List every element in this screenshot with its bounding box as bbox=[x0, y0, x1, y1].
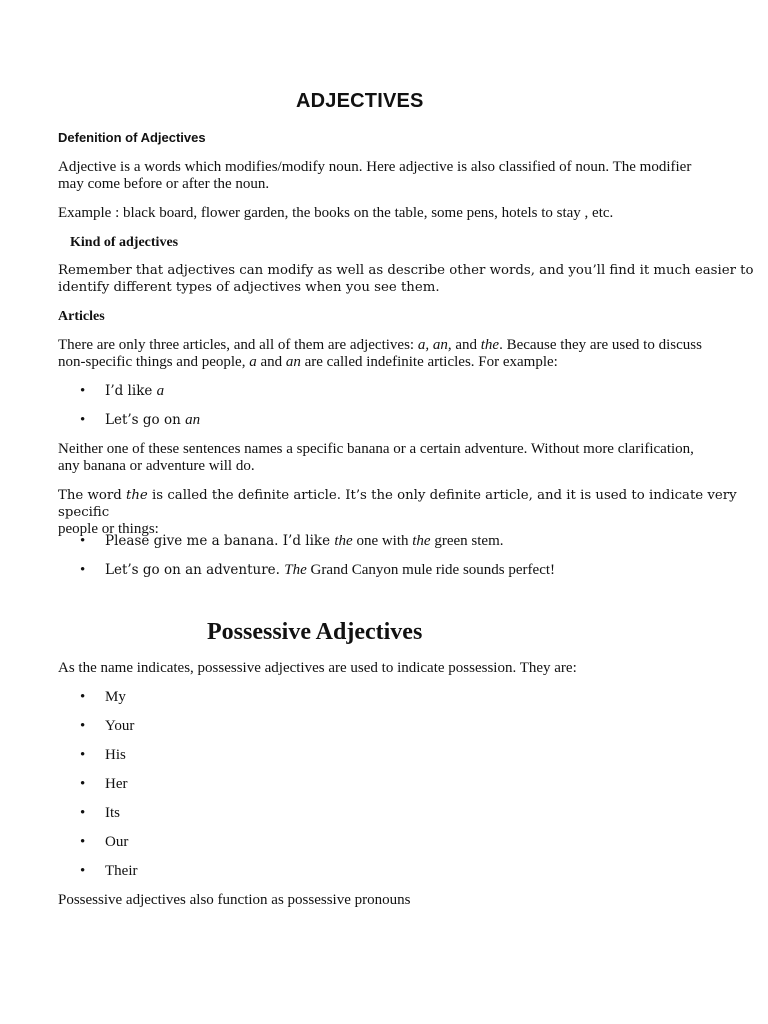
definite-line-1 bbox=[58, 487, 758, 521]
bullet-icon: • bbox=[80, 383, 86, 399]
italic-span: the bbox=[412, 533, 431, 549]
list-item bbox=[80, 718, 134, 735]
bullet-icon: • bbox=[80, 533, 86, 549]
text-span: non-specific things and people, bbox=[58, 354, 250, 370]
definite-line-2: people or things: bbox=[58, 521, 159, 537]
definition-line-2: may come before or after the noun. bbox=[58, 176, 270, 192]
bullet-icon: • bbox=[80, 834, 86, 850]
italic-span: The bbox=[284, 562, 307, 578]
kinds-line-1: Remember that adjectives can modify as well as describe other words, and you’ll find it much easier to bbox=[58, 263, 754, 278]
text-span: and bbox=[256, 354, 286, 370]
list-item bbox=[80, 863, 137, 880]
bullet-icon: • bbox=[80, 776, 86, 792]
italic-span: the bbox=[126, 488, 148, 503]
italic-span: an bbox=[285, 354, 301, 370]
list-item bbox=[80, 747, 126, 764]
articles-paragraph bbox=[58, 337, 748, 371]
text-span: Grand Canyon mule ride sounds perfect! bbox=[306, 562, 556, 578]
list-item bbox=[80, 562, 555, 579]
page-title: ADJECTIVES bbox=[296, 90, 424, 112]
clarification-line-2: any banana or adventure will do. bbox=[58, 458, 255, 474]
list-item-label: Our bbox=[105, 834, 129, 850]
text-span: I’d like bbox=[105, 383, 157, 399]
list-item bbox=[80, 805, 120, 822]
italic-span: a bbox=[156, 383, 165, 399]
list-item-label: Its bbox=[105, 805, 120, 821]
definite-article-paragraph bbox=[58, 487, 758, 538]
bullet-icon: • bbox=[80, 718, 86, 734]
list-item bbox=[80, 834, 128, 851]
italic-span: an bbox=[185, 412, 201, 428]
bullet-icon: • bbox=[80, 412, 86, 428]
text-span: are called indefinite articles. For example: bbox=[300, 354, 558, 370]
list-item bbox=[80, 689, 126, 706]
list-item bbox=[80, 383, 164, 400]
italic-span: a, an, bbox=[417, 337, 452, 353]
kinds-paragraph bbox=[58, 262, 758, 296]
list-item-label: Your bbox=[105, 718, 135, 734]
bullet-icon: • bbox=[80, 747, 86, 763]
definition-paragraph bbox=[58, 159, 748, 193]
list-item-label: Their bbox=[105, 863, 138, 879]
text-span: Let’s go on an adventure. bbox=[105, 562, 285, 578]
list-item-label: Her bbox=[105, 776, 128, 792]
bullet-icon: • bbox=[80, 805, 86, 821]
list-item bbox=[80, 412, 200, 429]
list-item bbox=[80, 533, 503, 550]
articles-line-2 bbox=[58, 354, 748, 371]
possessive-closing: Possessive adjectives also function as possessive pronouns bbox=[58, 892, 411, 908]
definition-heading: Defenition of Adjectives bbox=[58, 130, 206, 145]
text-span: There are only three articles, and all of them are adjectives: bbox=[58, 337, 418, 353]
articles-line-1 bbox=[58, 337, 748, 354]
kinds-line-2: identify different types of adjectives when you see them. bbox=[58, 280, 440, 295]
italic-span: the bbox=[480, 337, 500, 353]
text-span: The word bbox=[58, 488, 127, 503]
italic-span: a bbox=[249, 354, 257, 370]
bullet-icon: • bbox=[80, 689, 86, 705]
text-span: . Because they are used to discuss bbox=[499, 337, 702, 353]
bullet-icon: • bbox=[80, 863, 86, 879]
kinds-heading: Kind of adjectives bbox=[70, 235, 179, 250]
possessive-heading: Possessive Adjectives bbox=[207, 619, 423, 645]
clarification-paragraph bbox=[58, 441, 748, 475]
text-span: Please give me a banana. I’d like bbox=[105, 533, 335, 549]
text-span: and bbox=[451, 337, 481, 353]
list-item-label: My bbox=[105, 689, 126, 705]
definition-line-1: Adjective is a words which modifies/modify noun. Here adjective is also classified of noun. The modifier bbox=[58, 159, 692, 175]
example-line: Example : black board, flower garden, the books on the table, some pens, hotels to stay , etc. bbox=[58, 205, 614, 221]
list-item bbox=[80, 776, 128, 793]
articles-heading: Articles bbox=[58, 309, 105, 324]
text-span: Let’s go on bbox=[105, 412, 186, 428]
bullet-icon: • bbox=[80, 562, 86, 578]
text-span: green stem. bbox=[430, 533, 504, 549]
italic-span: the bbox=[334, 533, 353, 549]
possessive-intro: As the name indicates, possessive adjectives are used to indicate possession. They are: bbox=[58, 660, 577, 676]
clarification-line-1: Neither one of these sentences names a specific banana or a certain adventure. Without more clarification, bbox=[58, 441, 694, 457]
text-span: is called the definite article. It’s the only definite article, and it is used to indicate very specific bbox=[58, 488, 737, 520]
text-span: one with bbox=[352, 533, 413, 549]
list-item-label: His bbox=[105, 747, 126, 763]
